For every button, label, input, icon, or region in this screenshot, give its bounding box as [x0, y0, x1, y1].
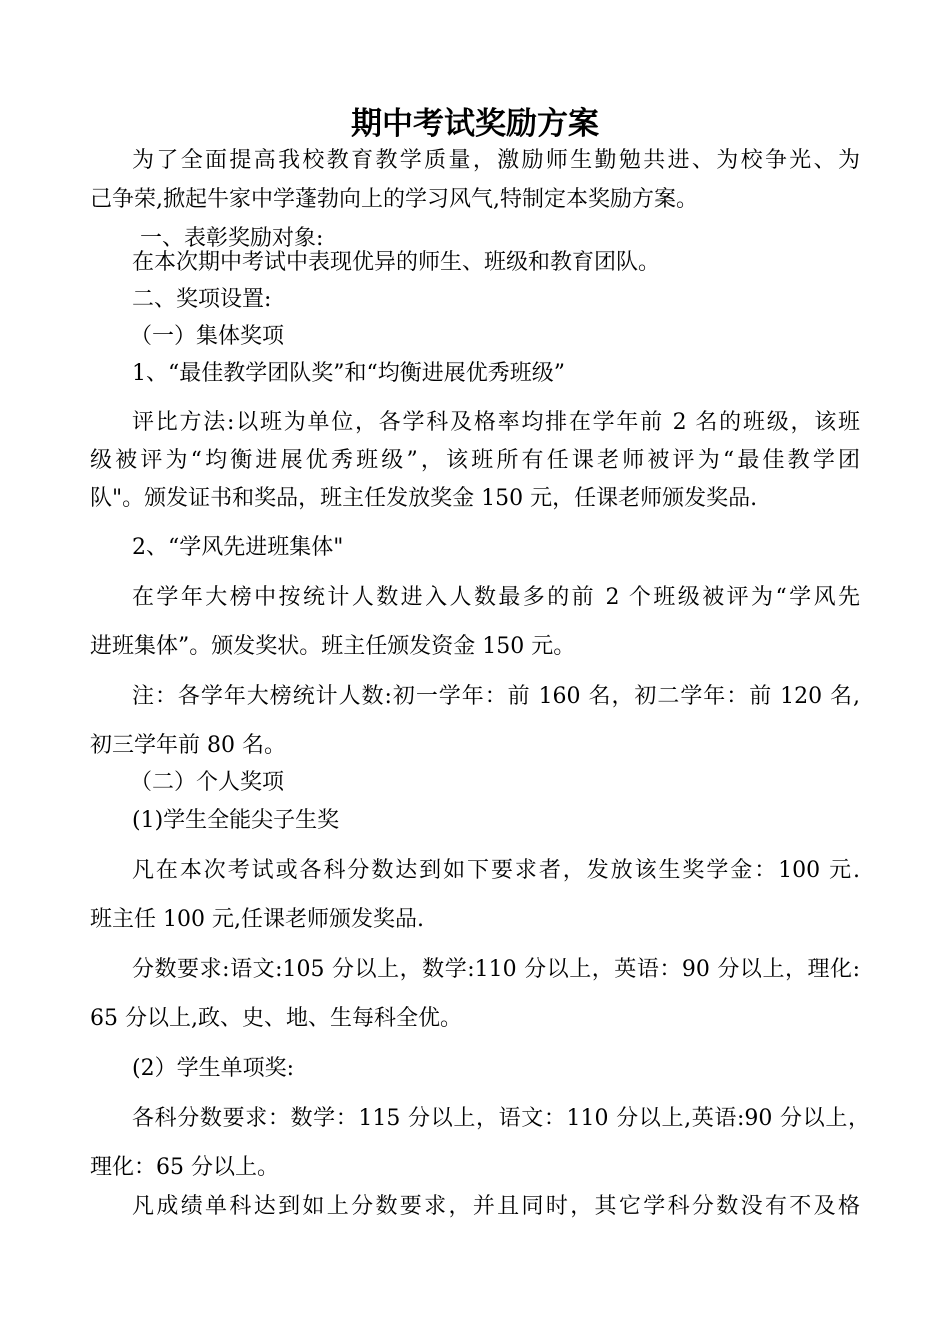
- note-line: 初三学年前 80 名。: [90, 733, 286, 758]
- paragraph-line: 65 分以上,政、史、地、生每科全优。: [90, 1006, 462, 1031]
- paragraph-line: 理化：65 分以上。: [90, 1155, 279, 1180]
- subsection-heading: （一）集体奖项: [130, 324, 285, 349]
- note-line: 注：各学年大榜统计人数:初一学年：前 160 名，初二学年：前 120 名,: [132, 684, 860, 709]
- paragraph-line: 己争荣,掀起牛家中学蓬勃向上的学习风气,特制定本奖励方案。: [90, 187, 698, 212]
- paragraph-line: 评比方法:以班为单位，各学科及格率均排在学年前 2 名的班级，该班: [132, 410, 860, 435]
- paragraph-line: 凡在本次考试或各科分数达到如下要求者，发放该生奖学金：100 元.: [132, 858, 860, 883]
- paragraph-line: 在本次期中考试中表现优异的师生、班级和教育团队。: [132, 250, 661, 275]
- paragraph-line: 分数要求:语文:105 分以上，数学:110 分以上，英语：90 分以上，理化:: [132, 957, 860, 982]
- item-heading: 2、“学风先进班集体": [132, 535, 344, 560]
- paragraph-line: 班主任 100 元,任课老师颁发奖品.: [90, 907, 424, 932]
- paragraph-line: 进班集体”。颁发奖状。班主任颁发资金 150 元。: [90, 634, 576, 659]
- document-title: 期中考试奖励方案: [351, 106, 599, 142]
- section-heading: 一、表彰奖励对象:: [140, 226, 324, 251]
- section-heading: 二、奖项设置:: [132, 287, 272, 312]
- paragraph-line: 级被评为“均衡进展优秀班级”，该班所有任课老师被评为“最佳教学团: [90, 448, 860, 473]
- paragraph-line: 为了全面提高我校教育教学质量，激励师生勤勉共进、为校争光、为: [132, 148, 860, 173]
- item-heading: (2）学生单项奖:: [132, 1056, 294, 1081]
- paragraph-line: 在学年大榜中按统计人数进入人数最多的前 2 个班级被评为“学风先: [132, 585, 860, 610]
- item-heading: (1)学生全能尖子生奖: [132, 808, 340, 833]
- item-heading: 1、“最佳教学团队奖”和“均衡进展优秀班级”: [132, 361, 565, 386]
- paragraph-line: 凡成绩单科达到如上分数要求，并且同时，其它学科分数没有不及格: [132, 1194, 860, 1219]
- paragraph-line: 队"。颁发证书和奖品，班主任发放奖金 150 元，任课老师颁发奖品.: [90, 486, 758, 511]
- subsection-heading: （二）个人奖项: [130, 770, 285, 795]
- paragraph-line: 各科分数要求：数学：115 分以上，语文：110 分以上,英语:90 分以上，: [132, 1106, 870, 1131]
